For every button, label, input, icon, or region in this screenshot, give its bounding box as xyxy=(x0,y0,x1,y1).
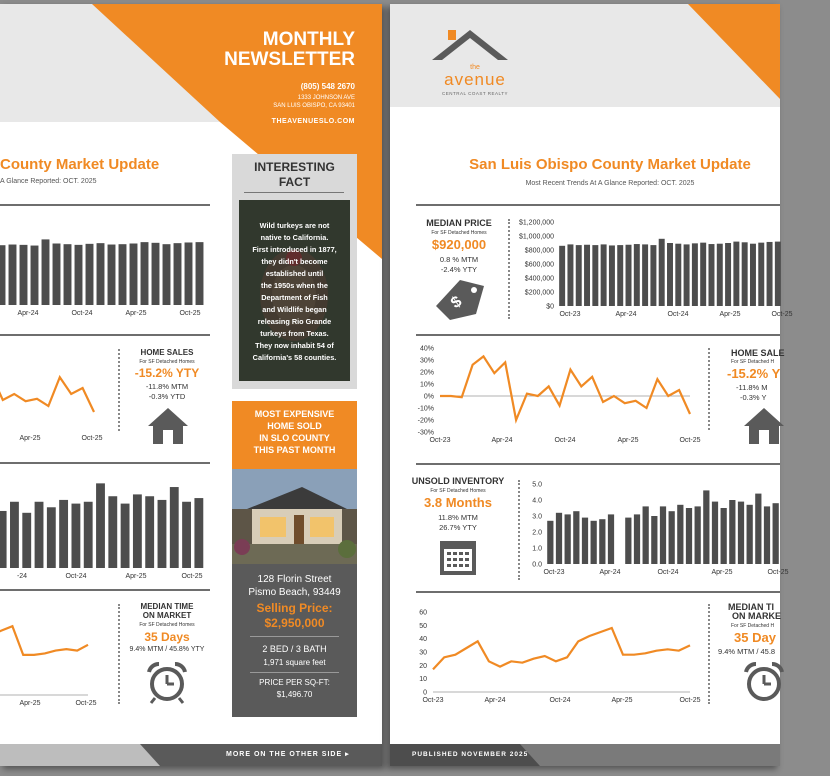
bar xyxy=(738,502,744,564)
median-time-stats: 9.4% MTM / 45.8% YTY xyxy=(129,646,205,653)
median-time-heading1: MEDIAN TI xyxy=(728,602,774,612)
y-tick-label: 40% xyxy=(419,345,434,353)
bar xyxy=(742,242,748,306)
bar xyxy=(75,245,83,305)
bar xyxy=(692,243,698,306)
x-tick-label: Oct-23 xyxy=(543,569,565,576)
home-street: 128 Florin Street xyxy=(257,574,332,585)
y-tick-label: 20 xyxy=(419,662,427,670)
bar xyxy=(71,504,80,568)
fact-line: Department of Fish xyxy=(261,293,328,302)
x-tick-label: Oct-25 xyxy=(179,310,201,317)
bar xyxy=(659,239,665,306)
bar xyxy=(703,490,709,564)
bar xyxy=(108,496,117,568)
y-tick-label: $200,000 xyxy=(524,289,554,297)
bar xyxy=(686,508,692,564)
fact-line: They now inhabit 54 of xyxy=(255,341,334,350)
bar xyxy=(650,245,656,306)
x-tick-label: Oct-24 xyxy=(549,697,571,704)
bar xyxy=(584,245,590,306)
x-tick-label: Oct-25 xyxy=(767,569,789,576)
bar xyxy=(53,244,61,306)
median-price-heading: MEDIAN PRICE xyxy=(426,218,492,228)
home-sales-ytd: -0.3% Y xyxy=(740,393,767,402)
bar xyxy=(170,487,179,568)
bar xyxy=(59,500,68,568)
logo-tagline: CENTRAL COAST REALTY xyxy=(442,91,508,96)
bar xyxy=(10,502,19,568)
home-sales-big: -15.2% Y xyxy=(727,366,781,381)
price-tag-icon xyxy=(430,276,490,320)
home-sales-mtm: -11.8% MTM xyxy=(145,382,189,391)
market-update-subtitle: Most Recent Trends At A Glance Reported: OCT. 2025 xyxy=(525,180,695,187)
bar xyxy=(634,244,640,306)
median-time-stats: 9.4% MTM / 45.8 xyxy=(718,647,776,656)
bar xyxy=(725,243,731,306)
svg-text:$: $ xyxy=(447,293,466,313)
newsletter-front-page xyxy=(0,4,382,766)
bar xyxy=(721,508,727,564)
unsold-inventory-chart-partial xyxy=(0,472,210,582)
median-price-big: $920,000 xyxy=(431,237,487,252)
x-tick-label: Apr-25 xyxy=(125,573,147,580)
y-tick-label: $1,200,000 xyxy=(518,219,554,227)
y-tick-label: 4.0 xyxy=(532,497,542,505)
bar xyxy=(196,242,204,305)
selling-price-label: Selling Price: xyxy=(256,601,333,615)
bar xyxy=(677,505,683,564)
bar xyxy=(194,498,203,568)
x-tick-label: Apr-25 xyxy=(19,435,41,442)
x-tick-label: Oct-24 xyxy=(71,310,93,317)
bar xyxy=(152,243,160,305)
home-sales-chart xyxy=(400,340,700,450)
x-tick-label: Oct-24 xyxy=(667,311,689,318)
footer-text: MORE ON THE OTHER SIDE xyxy=(226,751,343,758)
beds-baths: 2 BED / 3 BATH xyxy=(262,644,327,654)
x-tick-label: Apr-24 xyxy=(491,437,513,444)
bar xyxy=(747,505,753,564)
more-on-other-side[interactable] xyxy=(226,750,350,758)
fact-line: releasing Rio Grande xyxy=(257,317,332,326)
bar xyxy=(0,245,5,305)
x-tick-label: Oct-23 xyxy=(429,437,451,444)
bar xyxy=(750,244,756,306)
y-tick-label: 2.0 xyxy=(532,529,542,537)
bar xyxy=(626,245,632,306)
bar xyxy=(133,494,142,568)
median-price-chart xyxy=(500,214,793,324)
home-sales-chart-partial xyxy=(0,344,110,442)
selling-price: $2,950,000 xyxy=(264,616,325,630)
median-price-chart-partial xyxy=(0,209,210,319)
x-tick-label: Oct-24 xyxy=(65,573,87,580)
bar xyxy=(0,511,7,568)
bar xyxy=(576,245,582,306)
bar xyxy=(651,516,657,564)
bar xyxy=(64,244,72,305)
bar xyxy=(97,243,105,305)
x-tick-label: Oct-23 xyxy=(422,697,444,704)
y-tick-label: 5.0 xyxy=(532,481,542,489)
y-tick-label: 60 xyxy=(419,609,427,617)
bar xyxy=(141,242,149,305)
fact-heading1: INTERESTING xyxy=(254,160,335,174)
most-expensive-heading-line: THIS PAST MONTH xyxy=(253,445,336,455)
home-sales-heading: HOME SALES xyxy=(140,348,194,357)
median-time-sub: For SF Detached H xyxy=(731,623,775,629)
bar xyxy=(547,521,553,564)
y-tick-label: 40 xyxy=(419,636,427,644)
market-update-title: San Luis Obispo County Market Update xyxy=(469,156,751,173)
unsold-mtm: 11.8% MTM xyxy=(438,513,478,522)
x-tick-label: Apr-25 xyxy=(719,311,741,318)
x-tick-label: Apr-24 xyxy=(484,697,506,704)
bar xyxy=(599,519,605,564)
median-price-sub: For SF Detached Homes xyxy=(431,230,487,236)
website-link[interactable]: THEAVENUESLO.COM xyxy=(271,118,355,125)
x-tick-label: Oct-25 xyxy=(679,697,701,704)
unsold-sub: For SF Detached Homes xyxy=(430,488,486,494)
market-update-title: County Market Update xyxy=(0,156,160,173)
bar xyxy=(684,244,690,306)
bar xyxy=(733,242,739,306)
y-tick-label: 0% xyxy=(423,393,434,401)
bar xyxy=(9,245,17,305)
bar xyxy=(96,483,105,568)
bar xyxy=(582,518,588,564)
bar xyxy=(559,246,565,306)
house-roof-logo-icon xyxy=(430,24,520,64)
median-price-yty: -2.4% YTY xyxy=(440,265,478,274)
bar xyxy=(22,513,31,568)
y-tick-label: 30% xyxy=(419,357,434,365)
median-time-sub: For SF Detached Homes xyxy=(139,622,195,628)
bar xyxy=(775,242,781,306)
y-tick-label: $600,000 xyxy=(524,261,554,269)
y-tick-label: -20% xyxy=(417,417,434,425)
bar xyxy=(121,504,130,568)
bar xyxy=(758,243,764,306)
unsold-big: 3.8 Months xyxy=(424,495,492,510)
y-tick-label: $400,000 xyxy=(524,275,554,283)
bar xyxy=(717,244,723,306)
bar xyxy=(608,514,614,564)
bar xyxy=(130,244,138,306)
fact-line: California's 58 counties. xyxy=(252,353,337,362)
fact-line: native to California. xyxy=(260,233,329,242)
most-expensive-heading-line: IN SLO COUNTY xyxy=(259,433,330,443)
calendar-icon xyxy=(438,537,478,577)
fact-line: the 1950s when the xyxy=(261,281,328,290)
bar xyxy=(695,506,701,564)
bar xyxy=(145,496,154,568)
newsletter-title-line2: NEWSLETTER xyxy=(224,49,355,70)
y-tick-label: 10% xyxy=(419,381,434,389)
bar xyxy=(642,244,648,306)
bar xyxy=(592,245,598,306)
bar xyxy=(643,506,649,564)
bar xyxy=(755,494,761,564)
y-tick-label: 0 xyxy=(423,689,427,697)
x-tick-label: Oct-25 xyxy=(679,437,701,444)
bar xyxy=(729,500,735,564)
x-tick-label: Apr-25 xyxy=(611,697,633,704)
fact-line: First introduced in 1877, xyxy=(252,245,337,254)
home-sales-ytd: -0.3% YTD xyxy=(148,392,186,401)
x-tick-label: Oct-24 xyxy=(554,437,576,444)
y-tick-label: 10 xyxy=(419,676,427,684)
y-tick-label: $800,000 xyxy=(524,247,554,255)
price-per-sqft-label: PRICE PER SQ-FT: xyxy=(259,678,330,687)
bar xyxy=(634,514,640,564)
bar xyxy=(567,244,573,306)
fact-text xyxy=(239,220,350,364)
x-tick-label: Apr-25 xyxy=(19,700,41,707)
square-feet: 1,971 square feet xyxy=(263,658,326,667)
most-expensive-heading-line: MOST EXPENSIVE xyxy=(254,409,335,419)
logo-the: the xyxy=(470,64,480,71)
x-tick-label: Oct-24 xyxy=(657,569,679,576)
y-tick-label: 1.0 xyxy=(532,545,542,553)
x-tick-label: Oct-25 xyxy=(75,700,97,707)
y-tick-label: 30 xyxy=(419,649,427,657)
series-line xyxy=(440,356,690,420)
bar xyxy=(84,502,93,568)
median-time-heading2: ON MARKE xyxy=(732,611,781,621)
bar xyxy=(163,244,171,305)
bar xyxy=(42,239,50,305)
fact-heading2: FACT xyxy=(278,175,311,189)
y-tick-label: 3.0 xyxy=(532,513,542,521)
bar xyxy=(675,244,681,306)
bar xyxy=(591,521,597,564)
bar xyxy=(767,242,773,306)
y-tick-label: $1,000,000 xyxy=(518,233,554,241)
median-time-chart-partial xyxy=(0,599,110,709)
bar xyxy=(158,500,167,568)
home-sales-big: -15.2% YTY xyxy=(134,366,200,380)
median-time-big: 35 Days xyxy=(144,630,190,644)
y-tick-label: $0 xyxy=(546,303,554,311)
house-photo xyxy=(232,469,357,564)
most-expensive-heading xyxy=(232,408,357,456)
bar xyxy=(625,518,631,564)
median-price-mtm: 0.8 % MTM xyxy=(439,255,479,264)
address-line2: SAN LUIS OBISPO, CA 93401 xyxy=(273,103,355,109)
x-tick-label: Apr-24 xyxy=(599,569,621,576)
bar xyxy=(617,245,623,306)
x-tick-label: Oct-25 xyxy=(81,435,103,442)
series-line xyxy=(0,626,88,655)
newsletter-back-page xyxy=(390,4,793,766)
bar xyxy=(764,506,770,564)
unsold-heading: UNSOLD INVENTORY xyxy=(411,476,505,486)
median-time-heading2: ON MARKET xyxy=(142,611,192,620)
bar xyxy=(108,245,116,305)
bar xyxy=(182,502,191,568)
bar xyxy=(565,514,571,564)
footer-gray-accent xyxy=(0,744,150,766)
fact-line: and Wildlife began xyxy=(262,305,327,314)
x-tick-label: -24 xyxy=(16,573,28,580)
unsold-yty: 26.7% YTY xyxy=(439,523,477,532)
x-tick-label: Apr-25 xyxy=(125,310,147,317)
fact-line: Wild turkeys are not xyxy=(259,221,330,230)
bar xyxy=(708,244,714,306)
home-city: Pismo Beach, 93449 xyxy=(248,587,341,598)
fact-line: established until xyxy=(265,269,324,278)
address-line1: 1333 JOHNSON AVE xyxy=(297,95,355,101)
x-tick-label: Oct-23 xyxy=(559,311,581,318)
median-time-big: 35 Day xyxy=(734,630,776,645)
bar xyxy=(556,513,562,564)
published-date: PUBLISHED NOVEMBER 2025 xyxy=(412,751,529,758)
bar xyxy=(660,506,666,564)
newsletter-title-line1: MONTHLY xyxy=(262,29,355,50)
bar xyxy=(667,243,673,306)
y-tick-label: -30% xyxy=(417,429,434,437)
home-sales-heading: HOME SALE xyxy=(731,348,785,358)
x-tick-label: Apr-24 xyxy=(17,310,39,317)
bar xyxy=(601,244,607,306)
series-line xyxy=(433,628,690,669)
x-tick-label: Apr-24 xyxy=(615,311,637,318)
price-per-sqft: $1,496.70 xyxy=(276,690,313,699)
bar xyxy=(31,246,39,305)
x-tick-label: Oct-25 xyxy=(771,311,793,318)
bar xyxy=(669,511,675,564)
median-time-chart xyxy=(400,600,700,710)
bar xyxy=(47,507,56,568)
logo-name: avenue xyxy=(444,70,506,89)
home-sales-sub: For SF Detached H xyxy=(731,359,775,365)
y-tick-label: -10% xyxy=(417,405,434,413)
market-update-subtitle: A Glance Reported: OCT. 2025 xyxy=(0,178,97,185)
bar xyxy=(700,243,706,306)
bar xyxy=(609,245,615,306)
median-time-heading1: MEDIAN TIME xyxy=(140,602,194,611)
series-line xyxy=(0,375,94,412)
phone-number: (805) 548 2670 xyxy=(300,82,355,91)
x-tick-label: Apr-25 xyxy=(711,569,733,576)
alarm-clock-icon xyxy=(145,660,189,704)
x-tick-label: Apr-25 xyxy=(617,437,639,444)
bar xyxy=(174,243,182,305)
y-tick-label: 20% xyxy=(419,369,434,377)
alarm-clock-icon xyxy=(742,660,786,704)
bar xyxy=(573,511,579,564)
bar xyxy=(20,245,28,305)
x-tick-label: Oct-25 xyxy=(181,573,203,580)
bar xyxy=(35,502,44,568)
play-arrow-icon: ▸ xyxy=(345,751,350,758)
bar xyxy=(712,502,718,564)
home-sales-mtm: -11.8% M xyxy=(736,383,768,392)
fact-line: they didn't become xyxy=(261,257,328,266)
y-tick-label: 50 xyxy=(419,622,427,630)
y-tick-label: 0.0 xyxy=(532,561,542,569)
unsold-inventory-chart xyxy=(510,472,789,582)
bar xyxy=(185,242,193,305)
fact-line: turkeys from Texas. xyxy=(260,329,329,338)
most-expensive-heading-line: HOME SOLD xyxy=(267,421,322,431)
home-sales-sub: For SF Detached Homes xyxy=(139,359,195,365)
house-icon xyxy=(146,406,190,446)
bar xyxy=(86,244,94,305)
house-icon xyxy=(742,406,786,446)
bar xyxy=(773,503,779,564)
bar xyxy=(119,244,127,305)
